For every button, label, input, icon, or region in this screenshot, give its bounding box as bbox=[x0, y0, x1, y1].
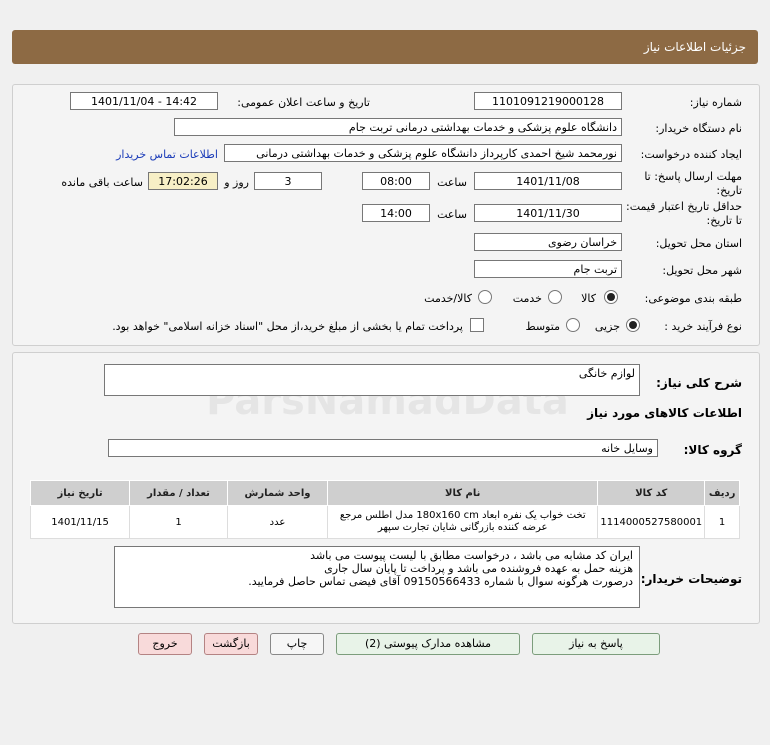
announce-field: 1401/11/04 - 14:42 bbox=[70, 92, 218, 110]
province-field: خراسان رضوی bbox=[474, 233, 622, 251]
cell-date: 1401/11/15 bbox=[31, 506, 130, 539]
city-label: شهر محل تحویل: bbox=[662, 264, 742, 277]
buyer-notes-line-3: درصورت هرگونه سوال با شماره 09150566433 آقای فیضی تماس حاصل فرمایید. bbox=[248, 575, 633, 588]
process-medium-radio[interactable] bbox=[566, 318, 580, 332]
cell-qty: 1 bbox=[130, 506, 228, 539]
deadline-time-label: ساعت bbox=[437, 176, 467, 189]
category-service-label: خدمت bbox=[512, 292, 542, 305]
process-minor-label: جزیی bbox=[594, 320, 620, 333]
goods-group-label: گروه کالا: bbox=[683, 443, 742, 457]
deadline-label: مهلت ارسال پاسخ: تا تاریخ: bbox=[644, 170, 742, 197]
validity-time-field: 14:00 bbox=[362, 204, 430, 222]
cell-name-line2: عرضه کننده بازرگانی شایان تجارت سپهر bbox=[377, 522, 548, 533]
back-button[interactable]: بازگشت bbox=[204, 633, 258, 655]
province-label: استان محل تحویل: bbox=[655, 237, 742, 250]
goods-group-field: وسایل خانه bbox=[108, 439, 658, 457]
validity-label: حداقل تاریخ اعتبار قیمت: تا تاریخ: bbox=[626, 200, 742, 227]
table-row[interactable] bbox=[31, 506, 740, 539]
category-goods-label: کالا bbox=[581, 292, 596, 305]
page-title-bar bbox=[12, 30, 758, 64]
col-code: کد کالا bbox=[598, 481, 705, 506]
cell-code: 1114000527580001 bbox=[598, 506, 705, 539]
remaining-time-field: 17:02:26 bbox=[148, 172, 218, 190]
page-title: جزئیات اطلاعات نیاز bbox=[643, 40, 746, 54]
validity-time-label: ساعت bbox=[437, 208, 467, 221]
category-goods-service-radio[interactable] bbox=[478, 290, 492, 304]
col-name: نام کالا bbox=[328, 481, 598, 506]
validity-date-field: 1401/11/30 bbox=[474, 204, 622, 222]
process-medium-label: متوسط bbox=[525, 320, 560, 333]
col-unit: واحد شمارش bbox=[227, 481, 327, 506]
process-minor-radio[interactable] bbox=[626, 318, 640, 332]
cell-unit: عدد bbox=[227, 506, 327, 539]
days-label: روز و bbox=[224, 176, 249, 189]
buyer-org-field: دانشگاه علوم پزشکی و خدمات بهداشتی درمانی تربت جام bbox=[174, 118, 622, 136]
items-table bbox=[30, 480, 740, 539]
summary-field: لوازم خانگی bbox=[104, 364, 640, 396]
cell-name bbox=[328, 506, 598, 539]
col-qty: تعداد / مقدار bbox=[130, 481, 228, 506]
print-button[interactable]: چاپ bbox=[270, 633, 324, 655]
view-attachments-button[interactable]: مشاهده مدارک پیوستی (2) bbox=[336, 633, 520, 655]
buyer-notes-line-2: هزینه حمل به عهده فروشنده می باشد و پرداخت تا پایان سال جاری bbox=[324, 562, 633, 575]
treasury-payment-checkbox[interactable] bbox=[470, 318, 484, 332]
col-date: تاریخ نیاز bbox=[31, 481, 130, 506]
need-number-field: 1101091219000128 bbox=[474, 92, 622, 110]
category-service-radio[interactable] bbox=[548, 290, 562, 304]
requester-label: ایجاد کننده درخواست: bbox=[640, 148, 742, 161]
need-number-label: شماره نیاز: bbox=[689, 96, 742, 109]
category-goods-radio[interactable] bbox=[604, 290, 618, 304]
col-index: ردیف bbox=[705, 481, 740, 506]
city-field: تربت جام bbox=[474, 260, 622, 278]
category-label: طبقه بندی موضوعی: bbox=[644, 292, 742, 305]
buyer-contact-link[interactable]: اطلاعات تماس خریدار bbox=[116, 148, 218, 161]
buyer-notes-box bbox=[114, 546, 640, 608]
table-header-row bbox=[31, 481, 740, 506]
days-remaining-field: 3 bbox=[254, 172, 322, 190]
treasury-payment-note: پرداخت تمام یا بخشی از مبلغ خرید،از محل "اسناد خزانه اسلامی" خواهد بود. bbox=[112, 320, 463, 333]
deadline-date-field: 1401/11/08 bbox=[474, 172, 622, 190]
buyer-notes-line-1: ایران کد مشابه می باشد ، درخواست مطابق با لیست پیوست می باشد bbox=[310, 549, 633, 562]
goods-info-heading: اطلاعات کالاهای مورد نیاز bbox=[587, 406, 742, 420]
category-goods-service-label: کالا/خدمت bbox=[424, 292, 472, 305]
deadline-time-field: 08:00 bbox=[362, 172, 430, 190]
summary-label: شرح کلی نیاز: bbox=[656, 376, 742, 390]
reply-button[interactable]: پاسخ به نیاز bbox=[532, 633, 660, 655]
cell-name-line1: تخت خواب یک نفره ابعاد 180x160 cm مدل اطلس مرجع bbox=[339, 510, 586, 521]
requester-field: نورمحمد شیخ احمدی کارپرداز دانشگاه علوم پزشکی و خدمات بهداشتی درمانی bbox=[224, 144, 622, 162]
exit-button[interactable]: خروج bbox=[138, 633, 192, 655]
cell-index: 1 bbox=[705, 506, 740, 539]
announce-label: تاریخ و ساعت اعلان عمومی: bbox=[237, 96, 370, 109]
buyer-notes-label: توضیحات خریدار: bbox=[640, 572, 742, 586]
process-label: نوع فرآیند خرید : bbox=[664, 320, 742, 333]
remaining-time-label: ساعت باقی مانده bbox=[61, 176, 143, 189]
buyer-org-label: نام دستگاه خریدار: bbox=[655, 122, 742, 135]
